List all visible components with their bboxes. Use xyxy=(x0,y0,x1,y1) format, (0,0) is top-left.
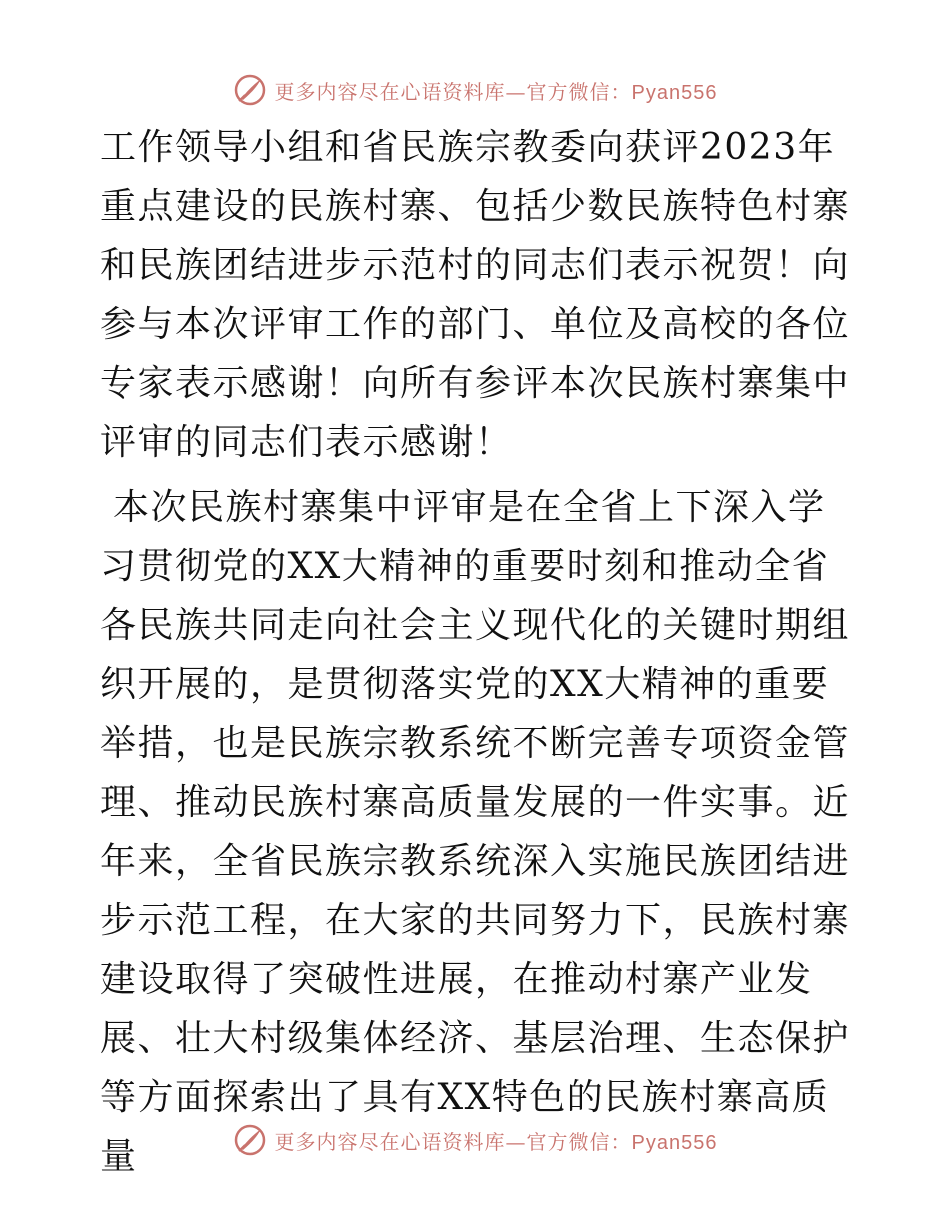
quill-logo-icon xyxy=(233,73,267,107)
paragraph: 本次民族村寨集中评审是在全省上下深入学习贯彻党的XX大精神的重要时刻和推动全省各民族共同走向社会主义现代化的关键时期组织开展的，是贯彻落实党的XX大精神的重要举措，也是民族宗教系统不断完善专项资金管理、推动民族村寨高质量发展的一件实事。近年来，全省民族宗教系统深入实施民族团结进步示范工程，在大家的共同努力下，民族村寨建设取得了突破性进展，在推动村寨产业发展、壮大村级集体经济、基层治理、生态保护等方面探索出了具有XX特色的民族村寨高质量 xyxy=(100,487,851,1177)
footer-watermark xyxy=(0,1120,950,1160)
paragraph: 工作领导小组和省民族宗教委向获评2023年重点建设的民族村寨、包括少数民族特色村寨和民族团结进步示范村的同志们表示祝贺！向参与本次评审工作的部门、单位及高校的各位专家表示感谢！向所有参评本次民族村寨集中评审的同志们表示感谢！ xyxy=(100,127,851,463)
header-watermark xyxy=(0,70,950,110)
watermark-text: 更多内容尽在心语资料库—官方微信：Pyan556 xyxy=(274,79,718,104)
quill-logo-icon xyxy=(233,1123,267,1157)
watermark-text: 更多内容尽在心语资料库—官方微信：Pyan556 xyxy=(274,1129,718,1154)
document-body xyxy=(100,118,860,1186)
watermark-handle: Pyan556 xyxy=(631,81,718,104)
watermark-handle: Pyan556 xyxy=(631,1131,718,1154)
